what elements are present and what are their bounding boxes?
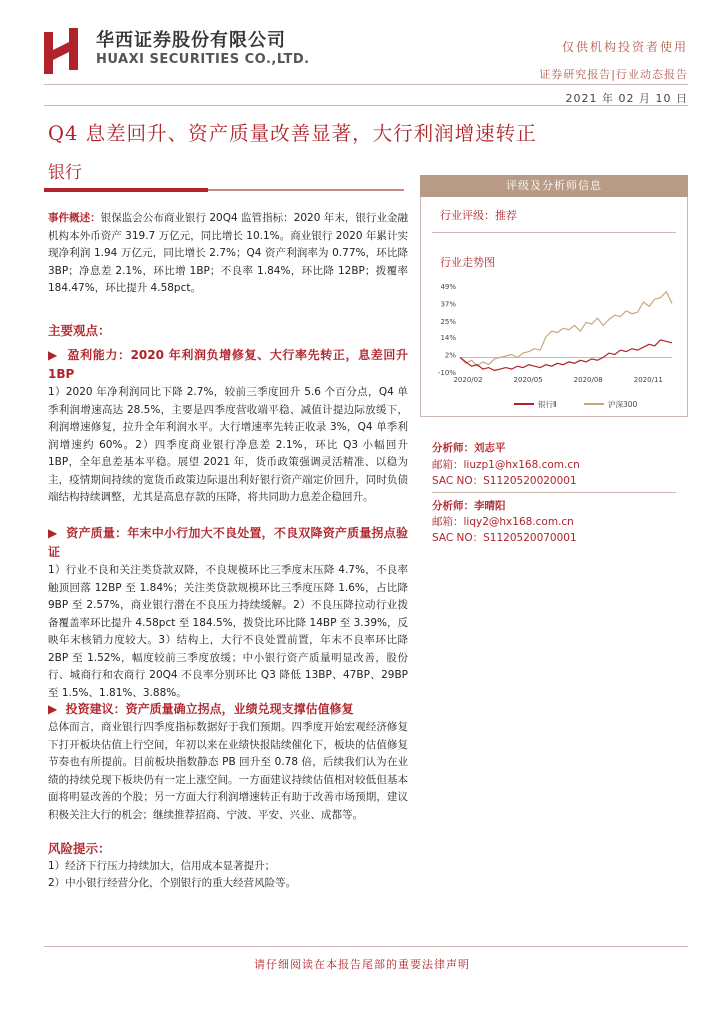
rating-value: 推荐 [495, 209, 517, 222]
point-body: 1）行业不良和关注类贷款双降，不良规模环比三季度末压降 4.7%，不良率触顶回落 12BP 至 1.84%；关注类贷款规模环比三季度压降 1.6%，占比降 9BP 至 2.57%，商业银行潜在不良压力持续缓解。2）不良压降拉动行业拨备覆盖率环比提升 4.58pct 至 184.5%，拨贷比环比降 14BP 至 3.39%，反映年末核销力度较大。3）结构上，大行不良处置前置，年末不良率环比降 2BP 至 1.52%，幅度较前三季度放缓；中小银行资产质量明显改善，股份行、城商行和农商行 20Q4 不良率分别环比 Q3 降低 13BP、47BP、29BP 至 1.5%、1.81%、3.88%。 [48, 564, 408, 699]
x-tick-label: 2020/11 [633, 376, 663, 384]
analyst-sac: SAC NO：S1120520020001 [432, 475, 577, 487]
y-tick-label: 25% [440, 317, 456, 326]
company-name-cn: 华西证券股份有限公司 [96, 30, 286, 51]
industry-bar [44, 188, 208, 192]
company-name-en: HUAXI SECURITIES CO.,LTD. [96, 52, 310, 67]
legal-notice[interactable]: 请仔细阅读在本报告尾部的重要法律声明 [254, 958, 470, 971]
header-divider [44, 84, 688, 85]
series-line-bank [460, 340, 672, 371]
analyst-name: 分析师：李晴阳 [432, 500, 506, 512]
series-line-hs300 [460, 292, 672, 366]
rating-divider [432, 232, 676, 233]
sidebar-header: 评级及分析师信息 [420, 175, 688, 197]
audience-note: 仅供机构投资者使用 [561, 40, 688, 54]
analyst-divider [432, 492, 676, 493]
date-divider [44, 105, 688, 106]
trend-label: 行业走势图 [440, 256, 495, 269]
y-tick-label: -10% [437, 369, 456, 377]
x-tick-label: 2020/05 [513, 376, 543, 384]
x-tick-label: 2020/08 [573, 376, 603, 384]
risk-item: 1）经济下行压力持续加大，信用成本显著提升； [48, 859, 276, 872]
point-heading: ▶ 盈利能力：2020 年利润负增修复、大行率先转正，息差回升 1BP [48, 348, 408, 381]
event-summary [48, 210, 408, 298]
legend-label: 银行Ⅱ [538, 400, 557, 409]
point-body: 1）2020 年净利润同比下降 2.7%，较前三季度回升 5.6 个百分点，Q4 单季利润增速高达 28.5%，主要是四季度营收端平稳、减值计提边际放缓下，利润增速修复，拉升全年利润水平。大行增速率先转正收录 3%，Q4 单季利润增速约 60%。2）四季度商业银行净息差 2.1%，环比 Q3 小幅回升 1BP，全年息差基本平稳。展望 2021 年，货币政策强调灵活精准、以稳为主，疫情期间持续的宽货币政策边际退出利好银行资产端定价回升，同时负债端结构持续调整，尤其是高息存款的压降，将共同助力息差企稳回升。 [48, 386, 408, 503]
y-tick-label: 37% [440, 300, 456, 309]
point-asset-quality [48, 524, 408, 702]
event-text: 银保监会公布商业银行 20Q4 监管指标：2020 年末，银行业金融机构本外币资产 319.7 万亿元，同比增长 10.1%。商业银行 2020 年累计实现净利润 1.94 万亿元，同比增长 2.7%；Q4 资产利润率为 0.77%，环比降 3BP；净息差 2.1%，环比增 1BP；不良率 1.84%，环比降 12BP；拨覆率 184.47%，环比提升 4.58pct。 [48, 212, 409, 294]
point-body: 总体而言，商业银行四季度指标数据好于我们预期。四季度开始宏观经济修复下打开板块估值上行空间，年初以来在业绩快报陆续催化下，板块的估值修复节奏也有所提前。目前板块指数静态 PB 回升至 0.78 倍，后续我们认为在业绩的持续兑现下板块仍有一定上涨空间。一方面建议持续估值相对较低但基本面将明显改善的个股；另一方面大行利润增速转正有助于改善市场预期，建议积极关注大行的机会；继续推荐招商、宁波、平安、兴业、成都等。 [48, 721, 408, 821]
point-investment [48, 700, 408, 824]
legend-label: 沪深300 [608, 400, 638, 409]
y-tick-label: 14% [440, 334, 456, 343]
report-type: 证券研究报告|行业动态报告 [539, 68, 688, 81]
industry-label: 银行 [48, 163, 82, 183]
y-tick-label: 2% [444, 351, 456, 360]
report-title: Q4 息差回升、资产质量改善显著，大行利润增速转正 [48, 122, 537, 145]
point-profitability [48, 346, 408, 507]
analyst-email[interactable]: 邮箱：liqy2@hx168.com.cn [432, 516, 574, 528]
industry-rating: 行业评级：推荐 [440, 209, 517, 222]
analyst-sac: SAC NO：S1120520070001 [432, 532, 577, 544]
report-date: 2021 年 02 月 10 日 [565, 92, 688, 105]
company-logo [44, 28, 78, 74]
industry-bar-thin [208, 189, 404, 191]
point-heading: ▶ 资产质量：年末中小行加大不良处置，不良双降资产质量拐点验证 [48, 526, 408, 559]
point-heading: ▶ 投资建议：资产质量确立拐点，业绩兑现支撑估值修复 [48, 702, 354, 716]
risk-item: 2）中小银行经营分化，个别银行的重大经营风险等。 [48, 877, 297, 889]
risk-title: 风险提示： [48, 841, 111, 856]
y-tick-label: 49% [440, 283, 456, 291]
analyst-name: 分析师：刘志平 [432, 442, 506, 454]
risk-section [48, 840, 408, 893]
x-tick-label: 2020/02 [453, 376, 483, 384]
main-points-title: 主要观点： [48, 323, 111, 338]
trend-chart [424, 278, 684, 413]
footer-divider [44, 946, 688, 947]
analyst-email[interactable]: 邮箱：liuzp1@hx168.com.cn [432, 459, 580, 471]
event-label: 事件概述： [48, 212, 101, 224]
